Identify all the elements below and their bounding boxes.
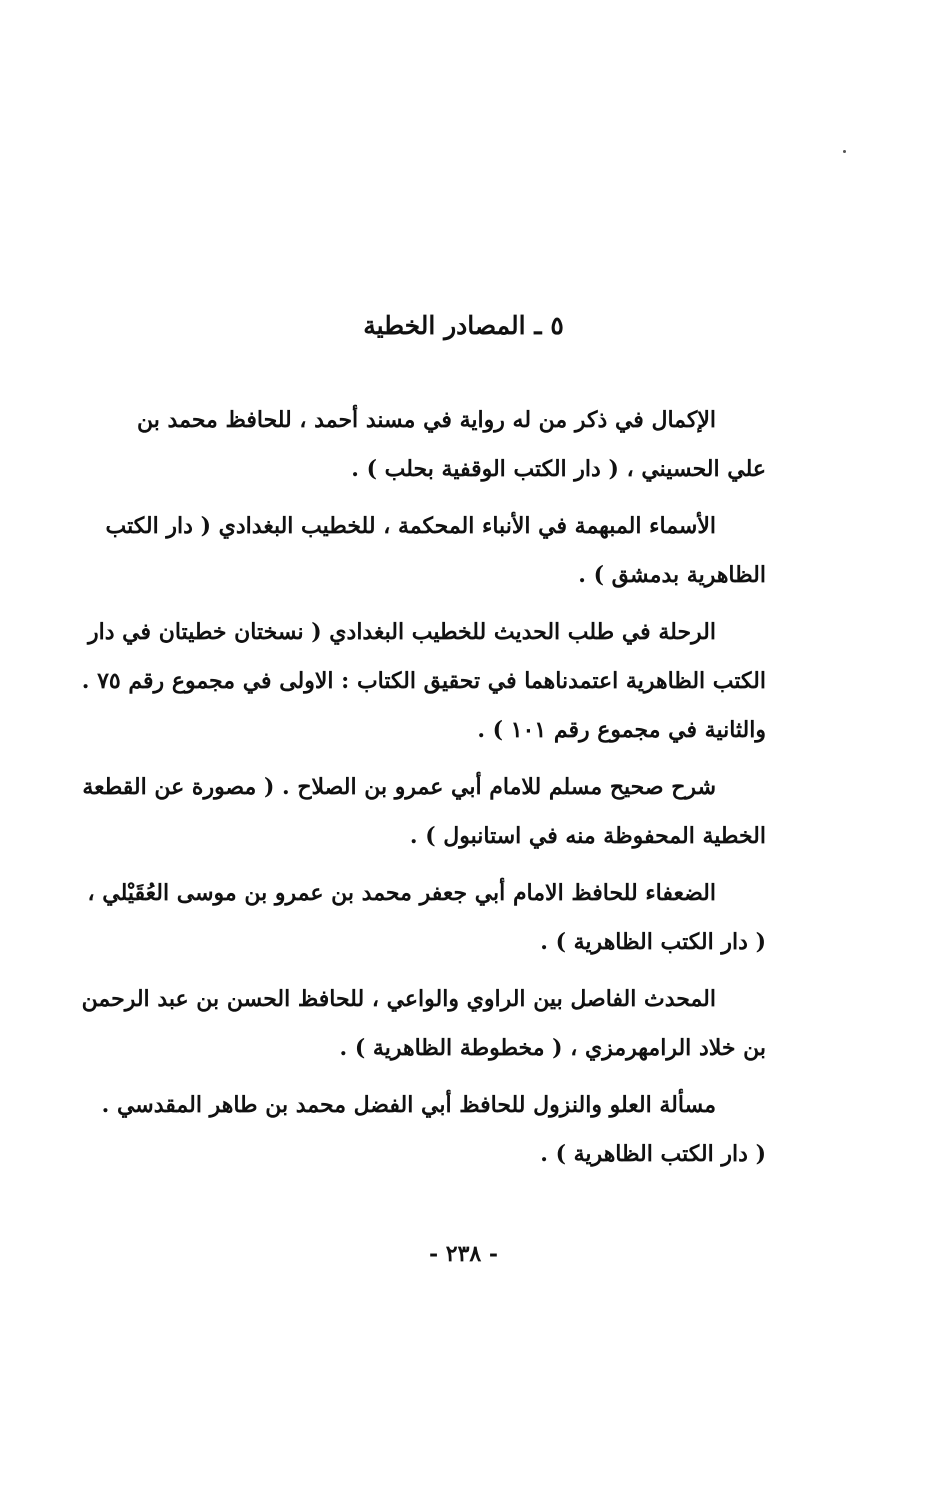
source-entry xyxy=(81,975,766,1073)
entry-line: الإكمال في ذكر من له رواية في مسند أحمد ، للحافظ محمد بن xyxy=(137,407,716,433)
entry-line: علي الحسيني ، ( دار الكتب الوقفية بحلب ) . xyxy=(351,456,766,482)
entry-line: الأسماء المبهمة في الأنباء المحكمة ، للخطيب البغدادي ( دار الكتب xyxy=(105,513,716,539)
entry-line: مسألة العلو والنزول للحافظ أبي الفضل محمد بن طاهر المقدسي . xyxy=(101,1092,716,1118)
entry-line: شرح صحيح مسلم للامام أبي عمرو بن الصلاح . ( مصورة عن القطعة xyxy=(82,774,716,800)
page-number: - ٢٣٨ - xyxy=(428,1241,499,1267)
entry-line: الظاهرية بدمشق ) . xyxy=(578,562,766,588)
entry-line: بن خلاد الرامهرمزي ، ( مخطوطة الظاهرية ) . xyxy=(339,1035,766,1061)
entry-line: الرحلة في طلب الحديث للخطيب البغدادي ( نسختان خطيتان في دار xyxy=(87,619,716,645)
entry-line: ( دار الكتب الظاهرية ) . xyxy=(540,929,766,955)
source-entry xyxy=(101,1081,766,1179)
entry-line: الكتب الظاهرية اعتمدناهما في تحقيق الكتاب : الاولى في مجموع رقم ٧٥ . xyxy=(81,668,766,694)
scan-speck xyxy=(843,150,846,153)
entry-line: المحدث الفاصل بين الراوي والواعي ، للحافظ الحسن بن عبد الرحمن xyxy=(81,986,716,1012)
source-entry xyxy=(82,763,766,861)
section-heading: ٥ ـ المصادر الخطية xyxy=(363,311,564,340)
entry-line: والثانية في مجموع رقم ١٠١ ) . xyxy=(477,717,766,743)
entry-line: الخطية المحفوظة منه في استانبول ) . xyxy=(409,823,766,849)
sources-list xyxy=(81,396,766,1187)
entry-line: ( دار الكتب الظاهرية ) . xyxy=(540,1141,766,1167)
entry-line: الضعفاء للحافظ الامام أبي جعفر محمد بن عمرو بن موسى العُقَيْلي ، xyxy=(87,880,716,906)
source-entry xyxy=(81,608,766,755)
source-entry xyxy=(87,869,766,967)
source-entry xyxy=(105,502,766,600)
source-entry xyxy=(128,396,766,494)
